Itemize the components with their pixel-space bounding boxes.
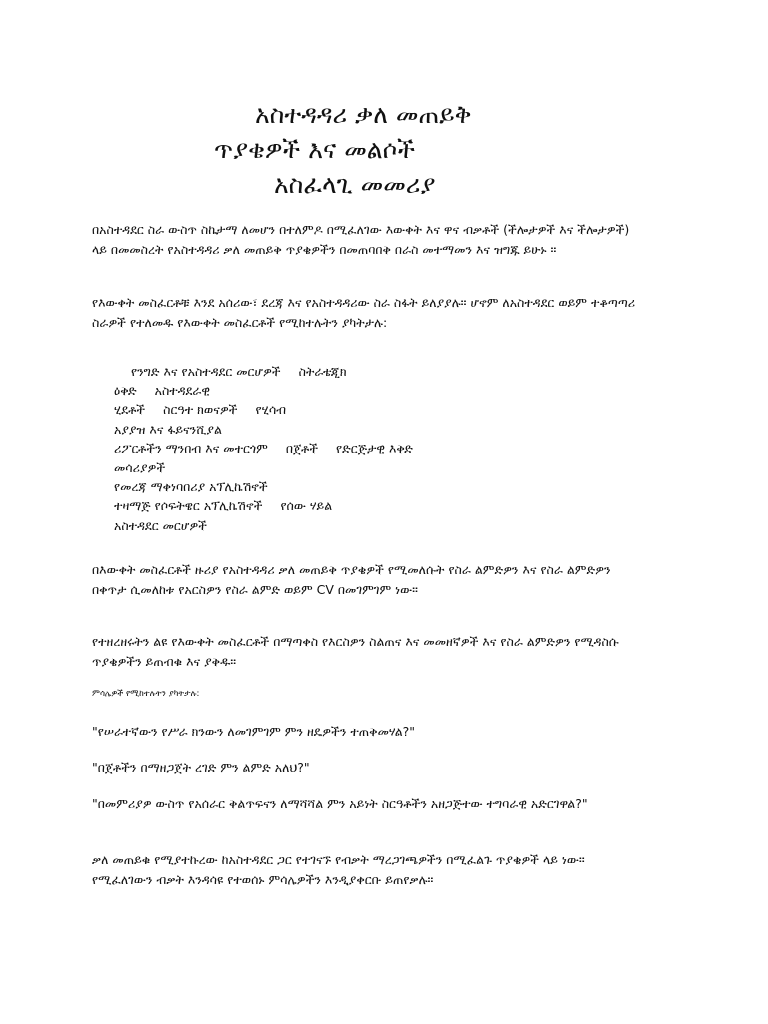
list-row — [114, 381, 413, 400]
list-item: መሳሪያዎች — [114, 459, 166, 475]
example-question: "የሠራተኛውን የሥራ ክንውን ለመገምገም ምን ዘዴዎችን ተጠቅመሃል?" — [92, 724, 416, 739]
intro-line-1: በአስተዳደር ስራ ውስጥ ስኬታማ ለመሆን በተለምዶ በሚፈለገው እውቀት እና ዋና ብቃቶች (ችሎታዎች እና ችሎታዎች) — [92, 222, 630, 237]
list-row — [114, 458, 413, 477]
list-row — [114, 400, 413, 419]
list-item: የመረጃ ማቀነባበሪያ አፕሊኬሽኖች — [114, 479, 268, 495]
list-row — [114, 496, 413, 515]
list-item: የሂሳብ — [255, 402, 287, 418]
list-item: የሰው ሃይል — [280, 498, 333, 514]
list-item: ዕቅድ — [114, 383, 137, 399]
knowledge-list — [114, 362, 413, 535]
list-item: ስትራቴጂክ — [298, 364, 347, 379]
title-line-1: አስተዳዳሪ ቃለ መጠይቅ — [255, 100, 472, 129]
list-item: አስተዳደር መርሆዎች — [114, 517, 208, 533]
example-question: "በጀቶችን በማዘጋጀት ረገድ ምን ልምድ አለህ?" — [92, 760, 310, 775]
closing-line-2: የሚፈለገውን ብቃት እንዳሳዩ የተወሰኑ ምሳሌዎችን እንዲያቀርቡ ይጠየቃሉ። — [92, 872, 434, 887]
list-item: ሂደቶች — [114, 402, 146, 418]
knowledge-intro-line-2: ስራዎች የተለመዱ የእውቀት መስፈርቶች የሚከተሉትን ያካትታሉ: — [92, 315, 388, 330]
list-item: ተዛማጅ የሶፍትዌር አፕሊኬሽኖች — [114, 498, 263, 514]
title-line-2: ጥያቄዎች እና መልሶች — [214, 135, 415, 164]
intro-paragraph — [92, 220, 692, 260]
knowledge-intro-paragraph — [92, 293, 692, 333]
list-row — [114, 477, 413, 496]
closing-paragraph — [92, 850, 692, 890]
list-item: ስርዓተ ክወናዎች — [163, 402, 238, 418]
list-row — [114, 516, 413, 535]
questions-intro-paragraph — [92, 560, 692, 600]
list-row — [114, 439, 413, 458]
questions-intro-line-1: በእውቀት መስፈርቶች ዙሪያ የአስተዳዳሪ ቃለ መጠይቅ ጥያቄዎች የሚመለሱት የስራ ልምድዎን እና የስራ ልምድዎን — [92, 562, 611, 577]
list-item: ሪፖርቶችን ማንበብ እና መተርጎም — [114, 440, 268, 456]
knowledge-intro-line-1: የእውቀት መስፈርቶቹ እንደ አሰሪው፣ ደረጃ እና የአስተዳዳሪው ስራ ስፋት ይለያያሉ። ሆኖም ለአስተዳደር ወይም ተቆጣጣሪ — [92, 295, 636, 310]
list-row — [114, 420, 413, 439]
example-question: "በመምሪያዎ ውስጥ የአሰራር ቅልጥፍናን ለማሻሻል ምን አይነት ስርዓቶችን አዘጋጅተው ተግባራዊ አድርገዋል?" — [92, 796, 588, 811]
list-item: በጀቶች — [285, 440, 319, 456]
review-line-1: የተዘረዘሩትን ልዩ የእውቀት መስፈርቶች በማጣቀስ የእርስዎን ስልጠና እና መመዘኛዎች እና የስራ ልምድዎን የሚዳስሱ — [92, 634, 619, 649]
review-paragraph — [92, 632, 692, 672]
list-item: የንግድ እና የአስተዳደር መርሆዎች — [131, 364, 281, 379]
examples-label: ምሳሌዎች የሚከተሉትን ያካትታሉ: — [92, 689, 200, 699]
list-item: አያያዝ እና ፋይናንሺያል — [114, 421, 222, 437]
list-row — [114, 362, 413, 381]
questions-intro-line-2: በቀጥታ ሲመለከቱ የአርስዎን የስራ ልምድ ወይም CV በመገምገም ነው። — [92, 582, 418, 597]
list-item: የድርጅታዊ እቅድ — [336, 440, 413, 456]
list-item: አስተዳደራዊ — [154, 383, 210, 399]
intro-line-2: ላይ በመመስረት የአስተዳዳሪ ቃለ መጠይቅ ጥያቄዎችን በመጠባበቅ በራስ መተማመን እና ዝግጁ ይሁኑ ። — [92, 242, 557, 257]
title-line-3: አስፈላጊ መመሪያ — [274, 170, 436, 199]
review-line-2: ጥያቄዎችን ይጠብቁ እና ያቅዱ። — [92, 654, 237, 669]
closing-line-1: ቃለ መጠይቁ የሚያተኩረው ከአስተዳደር ጋር የተገናኙ የብቃት ማረጋገጫዎችን በሚፈልጉ ጥያቄዎች ላይ ነው። — [92, 852, 585, 867]
